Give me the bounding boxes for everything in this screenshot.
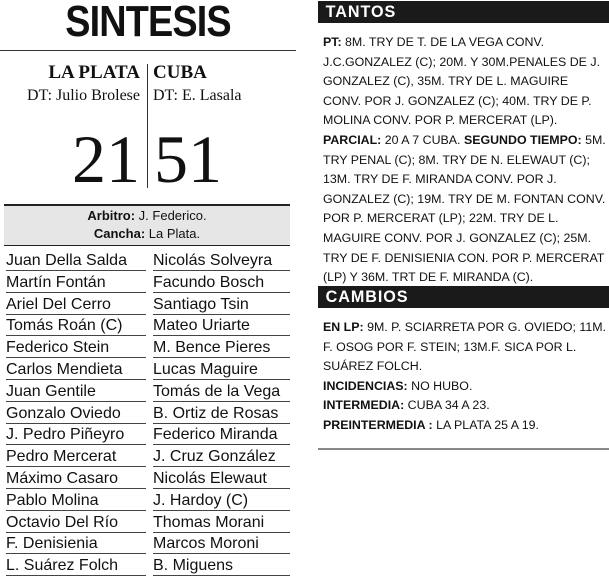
first-half-text: 8M. TRY DE T. DE LA VEGA CONV. J.C.GONZALEZ (C); 20M. Y 30M.PENALES DE J. GONZALEZ (C), 35M. TRY DE L. MAGUIRE CONV. POR J. GONZALEZ (C); 40M. TRY DE P. MOLINA CONV. POR P. MERCERAT (LP). [323,35,601,128]
home-score: 21 [72,121,140,197]
player-row: Gonzalo Oviedo [6,403,146,424]
player-row: Nicolás Solveyra [153,250,290,271]
player-row: Marcos Moroni [153,533,290,554]
player-row: Nicolás Elewaut [153,468,290,489]
substitutions-text: 9M. P. SCIARRETA POR G. OVIEDO; 11M. F. OSOG POR F. STEIN; 13M.F. SICA POR L. SUÁREZ FOLCH. [323,320,606,374]
player-row: Juan Gentile [6,381,146,402]
away-team-coach: DT: E. Lasala [153,87,242,104]
referee-value: J. Federico. [135,208,207,223]
away-team-name: CUBA [153,62,207,83]
section-title: SINTESIS [65,0,231,46]
tantos-heading [318,1,609,23]
cambios-heading-text: CAMBIOS [325,287,409,306]
away-score: 51 [154,121,222,197]
home-team-coach: DT: Julio Brolese [27,87,140,104]
player-row: Lucas Maguire [153,359,290,380]
player-row: Octavio Del Río [6,512,146,533]
player-row: J. Pedro Piñeyro [6,424,146,445]
player-row: F. Denisienia [6,533,146,554]
venue-line [4,225,290,243]
first-half-label: PT: [323,35,342,49]
player-row: Juan Della Salda [6,250,146,271]
player-row: Tomás Roán (C) [6,315,146,336]
home-roster [6,250,146,577]
player-row: Pablo Molina [6,490,146,511]
player-row: Carlos Mendieta [6,359,146,380]
summary-right-panel [318,0,609,565]
player-row: Federico Stein [6,337,146,358]
score-divider [147,64,148,188]
intermedia-line [323,396,606,416]
player-row: B. Ortiz de Rosas [153,403,290,424]
summary-left-panel [0,0,296,575]
player-row: Facundo Bosch [153,272,290,293]
incidents-label: INCIDENCIAS: [323,378,408,393]
substitutions-line [323,318,606,377]
player-row: B. Miguens [153,555,290,576]
intermedia-text: CUBA 34 A 23. [404,398,490,413]
incidents-text: NO HUBO. [407,378,473,393]
player-row: Pedro Mercerat [6,446,146,467]
title-divider [0,50,296,51]
away-roster [153,250,290,577]
referee-label: Arbitro: [87,208,136,223]
player-row: M. Bence Pieres [153,337,290,358]
tantos-body [323,33,606,288]
halftime-text: 20 A 7 CUBA. [381,132,464,147]
second-half-text: 5M. TRY PENAL (C); 8M. TRY DE N. ELEWAUT (C); 13M. TRY DE F. MIRANDA CONV. POR J. GONZALEZ (C); 19M. TRY DE M. FONTAN CONV. POR P. MERCERAT (LP); 22M. TRY DE L. MAGUIRE CONV. POR J. GONZALEZ (C); 25M. TRY DE F. DENISIENIA CON. POR P. MERCERAT (LP) Y 36M. TRT DE F. MIRANDA (C). [323,132,606,285]
player-row: Ariel Del Cerro [6,294,146,315]
player-row: Federico Miranda [153,424,290,445]
player-row: L. Suárez Folch [6,555,146,576]
player-row: J. Cruz González [153,446,290,467]
halftime-label: PARCIAL: [323,132,382,147]
cambios-body [323,318,606,436]
venue-label: Cancha: [93,226,146,241]
player-row: Martín Fontán [6,272,146,293]
officials-box [4,204,290,246]
player-row: Máximo Casaro [6,468,146,489]
home-team-name: LA PLATA [48,62,140,83]
player-row: Thomas Morani [153,512,290,533]
player-row: J. Hardoy (C) [153,490,290,511]
player-row: Mateo Uriarte [153,315,290,336]
player-row: Santiago Tsin [153,294,290,315]
player-row: Tomás de la Vega [153,381,290,402]
tantos-heading-text: TANTOS [325,2,397,21]
incidents-line [323,377,606,397]
preintermedia-label: PREINTERMEDIA : [323,417,433,432]
cambios-heading [318,286,609,308]
venue-value: La Plata. [145,226,201,241]
intermedia-label: INTERMEDIA: [323,398,405,413]
preintermedia-line [323,416,606,436]
substitutions-label: EN LP: [323,320,364,334]
referee-line [4,207,290,225]
preintermedia-text: LA PLATA 25 A 19. [432,417,540,432]
second-half-label: SEGUNDO TIEMPO: [463,132,582,147]
bottom-divider [318,448,609,450]
